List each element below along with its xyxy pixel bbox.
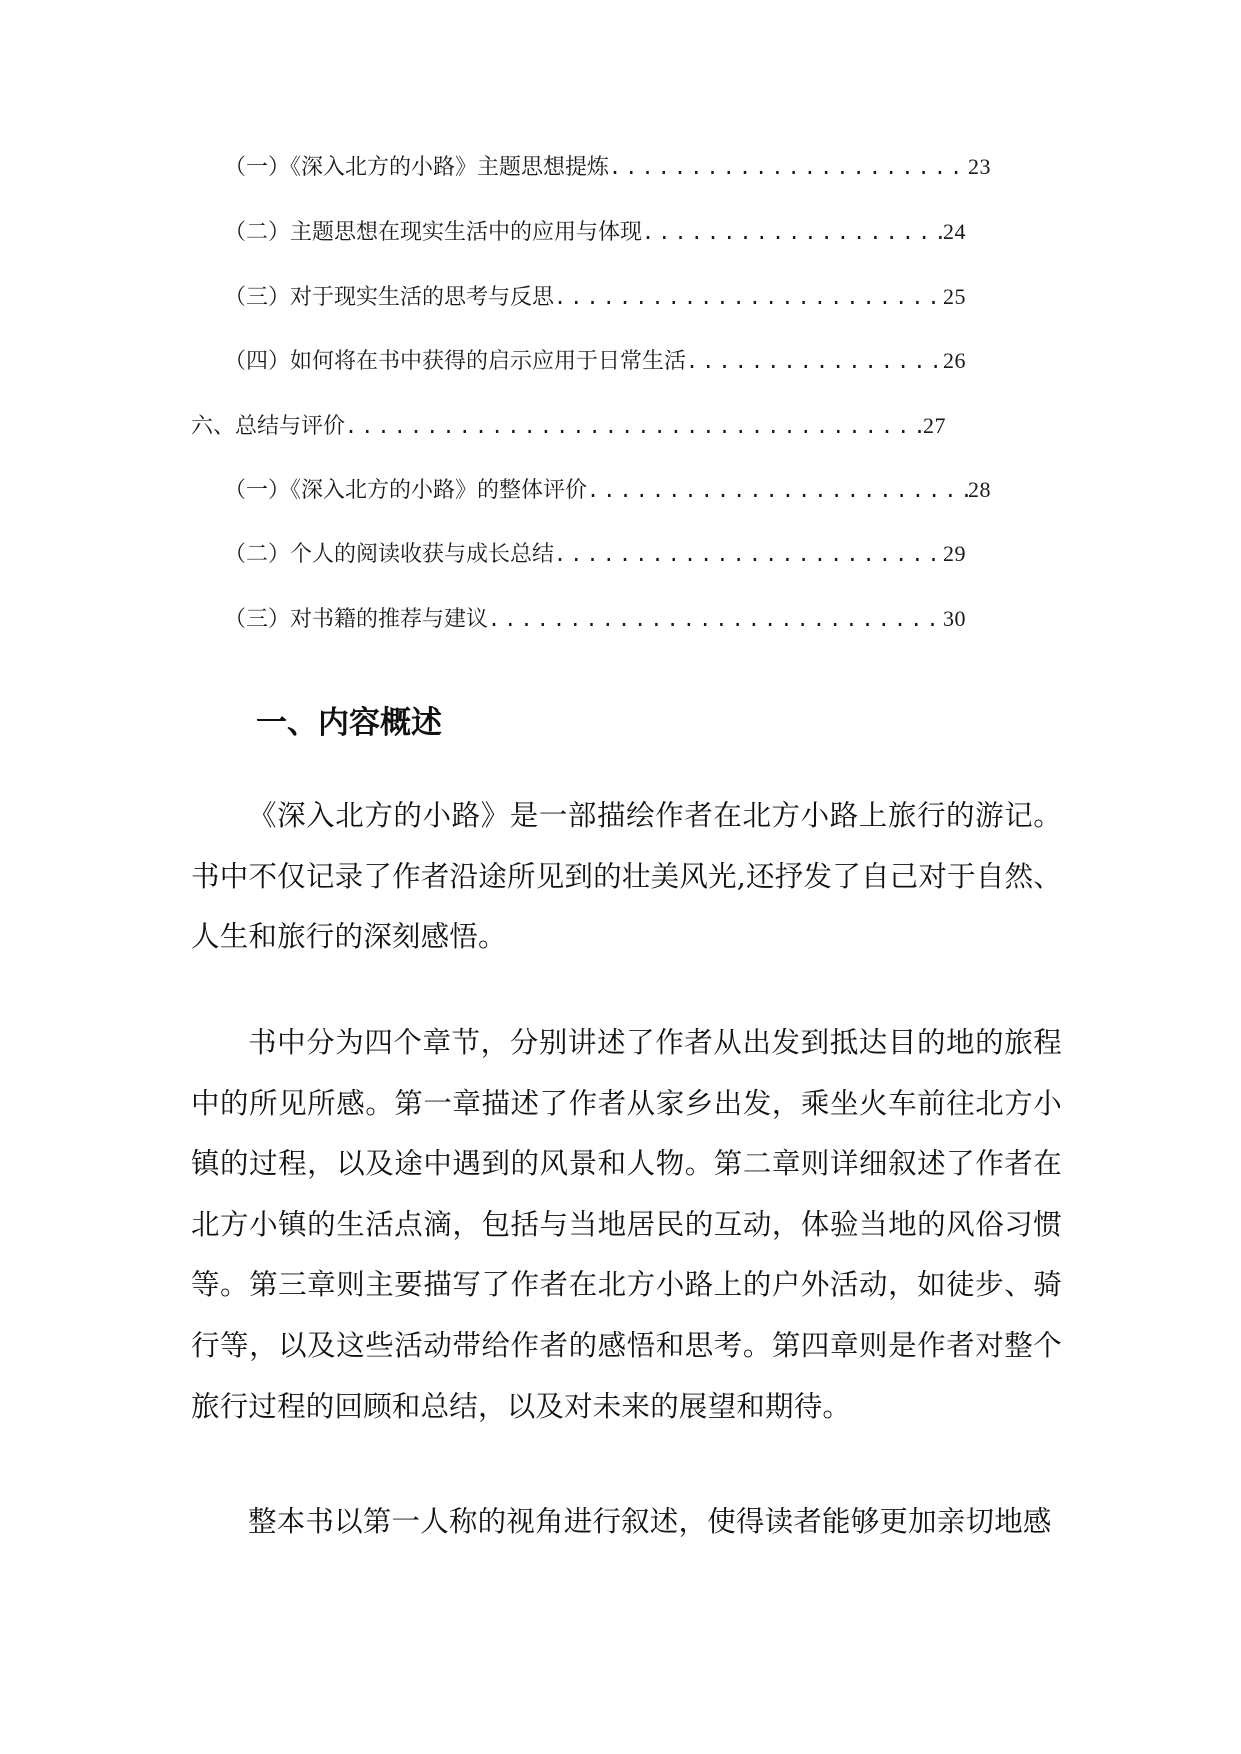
- toc-entry[interactable]: [224, 346, 966, 377]
- toc-entry[interactable]: [224, 217, 966, 248]
- body-paragraph: 《深入北方的小路》是一部描绘作者在北方小路上旅行的游记。书中不仅记录了作者沿途所见到的壮美风光,还抒发了自己对于自然、人生和旅行的深刻感悟。: [191, 799, 1062, 954]
- toc-entry[interactable]: [224, 539, 966, 570]
- toc-entry-title: （四）如何将在书中获得的启示应用于日常生活: [224, 349, 687, 374]
- toc-entry-page: 25: [943, 284, 966, 309]
- toc-entry-title: （一）《深入北方的小路》的整体评价: [224, 478, 588, 503]
- toc-leader-dots: [587, 475, 968, 505]
- toc-entry-page: 27: [923, 413, 946, 438]
- toc-entry-page: 28: [968, 477, 991, 502]
- toc-entry[interactable]: [224, 282, 966, 313]
- toc-entry-page: 26: [943, 348, 966, 373]
- toc-entry[interactable]: [224, 475, 991, 506]
- body-paragraph: 整本书以第一人称的视角进行叙述，使得读者能够更加亲切地感: [248, 1505, 1052, 1538]
- toc-entry-page: 29: [943, 541, 966, 566]
- toc-entry-title: （三）对于现实生活的思考与反思: [224, 285, 555, 310]
- toc-leader-dots: [345, 411, 923, 441]
- toc-entry[interactable]: [224, 152, 991, 183]
- toc-entry-page: 30: [943, 606, 966, 631]
- toc-entry-title: （三）对书籍的推荐与建议: [224, 607, 489, 632]
- toc-entry-title: （二）主题思想在现实生活中的应用与体现: [224, 220, 643, 245]
- toc-leader-dots: [554, 539, 943, 569]
- section-heading: 一、内容概述: [256, 705, 442, 741]
- toc-leader-dots: [488, 604, 943, 634]
- toc-entry-title: （二）个人的阅读收获与成长总结: [224, 542, 555, 567]
- toc-entry[interactable]: [191, 411, 946, 442]
- toc-entry-title: （一）《深入北方的小路》主题思想提炼: [224, 155, 610, 180]
- toc-leader-dots: [642, 217, 943, 247]
- toc-entry-title: 六、总结与评价: [191, 414, 346, 439]
- toc-entry-page: 23: [968, 154, 991, 179]
- body-paragraph: 书中分为四个章节，分别讲述了作者从出发到抵达目的地的旅程中的所见所感。第一章描述了作者从家乡出发，乘坐火车前往北方小镇的过程，以及途中遇到的风景和人物。第二章则详细叙述了作者在北方小镇的生活点滴，包括与当地居民的互动，体验当地的风俗习惯等。第三章则主要描写了作者在北方小路上的户外活动，如徒步、骑行等，以及这些活动带给作者的感悟和思考。第四章则是作者对整个旅行过程的回顾和总结，以及对未来的展望和期待。: [191, 1026, 1062, 1423]
- toc-leader-dots: [554, 282, 943, 312]
- toc-entry-page: 24: [943, 219, 966, 244]
- toc-entry[interactable]: [224, 604, 966, 635]
- toc-leader-dots: [609, 152, 968, 182]
- toc-leader-dots: [686, 346, 943, 376]
